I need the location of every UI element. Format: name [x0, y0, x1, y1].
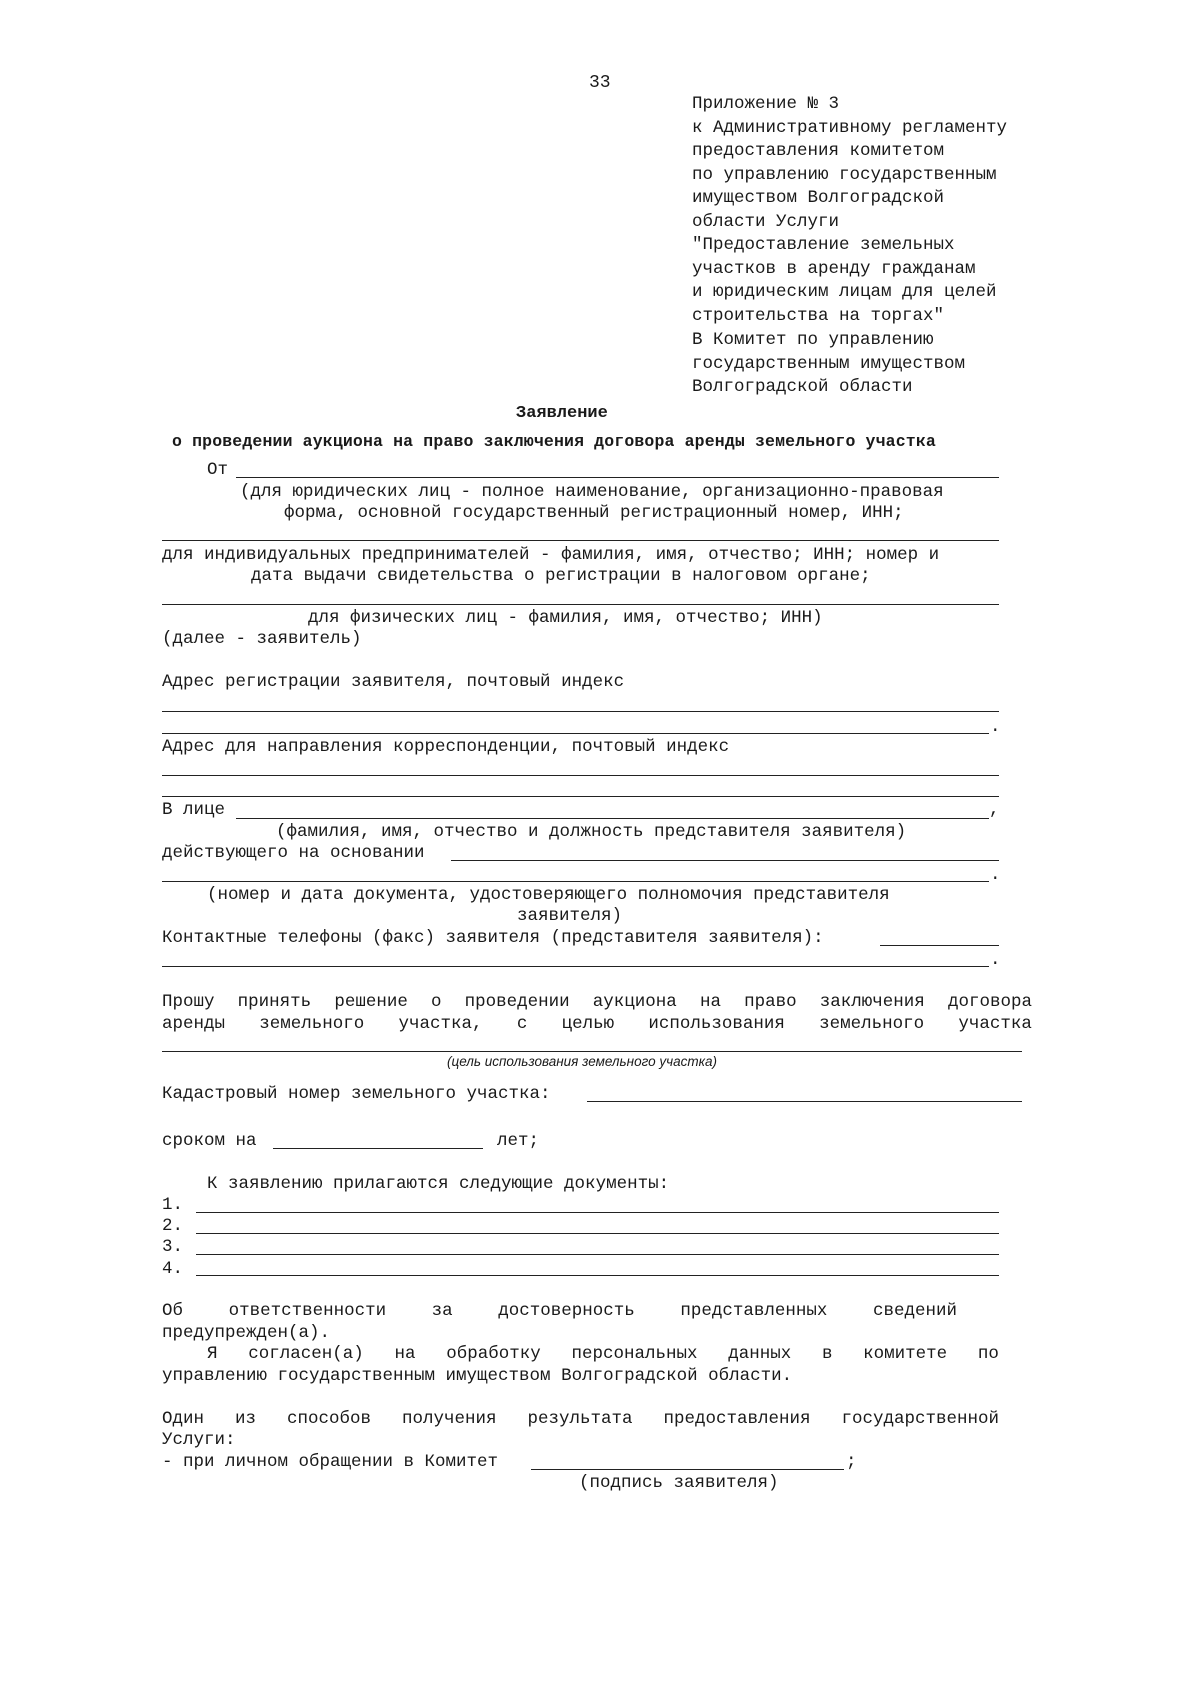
addressee-line: государственным имуществом — [692, 353, 966, 374]
word: в — [821, 1344, 833, 1364]
addressee-line: Волгоградской области — [692, 377, 913, 397]
word: данных — [728, 1344, 792, 1364]
documents-heading: К заявлению прилагаются следующие документы: — [207, 1174, 670, 1194]
appendix-line: и юридическим лицам для целей — [692, 282, 997, 302]
reg-address-label: Адрес регистрации заявителя, почтовый индекс — [162, 672, 625, 692]
word: из — [234, 1409, 256, 1429]
word: Об — [162, 1301, 184, 1321]
word: договора — [947, 992, 1032, 1012]
consent-line-2: управлению государственным имуществом Волгоградской области. — [162, 1366, 793, 1386]
term-unit: лет; — [497, 1131, 540, 1151]
word: персональных — [571, 1344, 698, 1364]
phones-field-2[interactable] — [162, 966, 989, 967]
word: право — [744, 992, 797, 1012]
result-line-1 — [162, 1408, 999, 1430]
word: земельного — [259, 1014, 365, 1034]
from-hint-legal-1: (для юридических лиц - полное наименование, организационно-правовая — [240, 482, 944, 502]
from-field-2[interactable] — [162, 540, 999, 541]
result-option: - при личном обращении в Комитет — [162, 1452, 499, 1472]
word: получения — [401, 1409, 497, 1429]
word: представленных — [680, 1301, 828, 1321]
word: сведений — [872, 1301, 957, 1321]
appendix-line: к Административному регламенту — [692, 117, 1008, 138]
word: государственной — [841, 1409, 999, 1429]
appendix-line: "Предоставление земельных — [692, 235, 955, 255]
word: о — [430, 992, 442, 1012]
from-label: От — [207, 460, 229, 480]
request-line-2 — [162, 1013, 1032, 1035]
from-hint-person: для физических лиц - фамилия, имя, отчество; ИНН) — [308, 608, 823, 628]
word: результата — [527, 1409, 633, 1429]
word: на — [394, 1344, 416, 1364]
word: на — [699, 992, 721, 1012]
mail-address-field-1[interactable] — [162, 775, 999, 776]
word: обработку — [446, 1344, 541, 1364]
word: аукциона — [592, 992, 677, 1012]
word: участка, — [398, 1014, 483, 1034]
basis-field-2[interactable] — [162, 881, 989, 882]
phones-field[interactable] — [880, 945, 999, 946]
appendix-line: имуществом Волгоградской — [692, 188, 945, 208]
purpose-hint: (цель использования земельного участка) — [447, 1054, 717, 1069]
from-field[interactable] — [236, 477, 999, 478]
appendix-line: предоставления комитетом — [692, 141, 945, 161]
period-mark: . — [990, 717, 1001, 737]
document-item-field[interactable] — [196, 1254, 999, 1255]
mail-address-label: Адрес для направления корреспонденции, почтовый индекс — [162, 737, 730, 757]
comma-mark: , — [989, 800, 1000, 820]
signature-field[interactable] — [531, 1469, 844, 1470]
request-line-1 — [162, 991, 1032, 1013]
word: заключения — [819, 992, 925, 1012]
word: ответственности — [228, 1301, 387, 1321]
basis-hint-1: (номер и дата документа, удостоверяющего полномочия представителя — [207, 885, 890, 905]
word: принять — [237, 992, 312, 1012]
phones-label: Контактные телефоны (факс) заявителя (представителя заявителя): — [162, 928, 824, 948]
word: комитете — [863, 1344, 948, 1364]
applicant-note: (далее - заявитель) — [162, 629, 362, 649]
addressee-block — [692, 329, 965, 400]
word: аренды — [162, 1014, 226, 1034]
document-item-field[interactable] — [196, 1233, 999, 1234]
appendix-line: участков в аренду гражданам — [692, 258, 976, 279]
word: Прошу — [162, 992, 215, 1012]
word: с — [516, 1014, 528, 1034]
page-number: 33 — [589, 73, 611, 93]
term-label: сроком на — [162, 1131, 257, 1151]
from-hint-legal-2: форма, основной государственный регистрационный номер, ИНН; — [284, 503, 904, 523]
responsibility-line-1 — [162, 1300, 957, 1322]
represent-field[interactable] — [236, 818, 989, 819]
mail-address-field-2[interactable] — [162, 796, 999, 797]
word: проведении — [464, 992, 570, 1012]
appendix-line: Приложение № 3 — [692, 94, 840, 114]
basis-field[interactable] — [451, 860, 999, 861]
responsibility-line-2: предупрежден(а). — [162, 1323, 331, 1343]
appendix-line: области Услуги — [692, 211, 840, 232]
from-hint-ip-1: для индивидуальных предпринимателей - фамилия, имя, отчество; ИНН; номер и — [162, 545, 940, 565]
basis-label: действующего на основании — [162, 843, 425, 863]
document-item-field[interactable] — [196, 1275, 999, 1276]
from-hint-ip-2: дата выдачи свидетельства о регистрации в налоговом органе; — [251, 566, 871, 586]
purpose-field[interactable] — [162, 1051, 1022, 1052]
result-line-2: Услуги: — [162, 1430, 236, 1450]
document-item-number: 4. — [162, 1259, 184, 1279]
word: достоверность — [498, 1301, 635, 1321]
word: Один — [162, 1409, 205, 1429]
consent-line-1 — [207, 1343, 999, 1365]
document-title: Заявление — [516, 404, 608, 423]
word: земельного — [819, 1014, 925, 1034]
period-mark: . — [990, 865, 1001, 885]
document-item-number: 1. — [162, 1195, 184, 1215]
word: согласен(а) — [248, 1344, 364, 1364]
word: решение — [334, 992, 408, 1012]
addressee-line: В Комитет по управлению — [692, 330, 934, 350]
cadastral-label: Кадастровый номер земельного участка: — [162, 1084, 551, 1104]
word: по — [977, 1344, 999, 1364]
appendix-line: строительства на торгах" — [692, 305, 945, 326]
document-subtitle: о проведении аукциона на право заключения договора аренды земельного участка — [172, 432, 936, 451]
word: за — [431, 1301, 453, 1321]
appendix-block — [692, 93, 1007, 328]
document-item-number: 2. — [162, 1216, 184, 1236]
signature-hint: (подпись заявителя) — [579, 1473, 779, 1493]
document-item-field[interactable] — [196, 1212, 999, 1213]
word: способов — [286, 1409, 371, 1429]
represent-label: В лице — [162, 800, 226, 820]
cadastral-field[interactable] — [587, 1101, 1022, 1102]
represent-hint: (фамилия, имя, отчество и должность представителя заявителя) — [276, 822, 907, 842]
basis-hint-2: заявителя) — [517, 906, 623, 926]
document-item-number: 3. — [162, 1237, 184, 1257]
word: предоставления — [663, 1409, 811, 1429]
from-field-3[interactable] — [162, 604, 999, 605]
period-mark: . — [990, 950, 1001, 970]
reg-address-field-2[interactable] — [162, 733, 989, 734]
result-option-end: ; — [846, 1452, 857, 1472]
word: участка — [958, 1014, 1032, 1034]
word: Я — [207, 1344, 218, 1364]
reg-address-field-1[interactable] — [162, 711, 999, 712]
word: использования — [648, 1014, 785, 1034]
word: целью — [561, 1014, 615, 1034]
appendix-line: по управлению государственным — [692, 164, 997, 185]
term-field[interactable] — [273, 1148, 483, 1149]
